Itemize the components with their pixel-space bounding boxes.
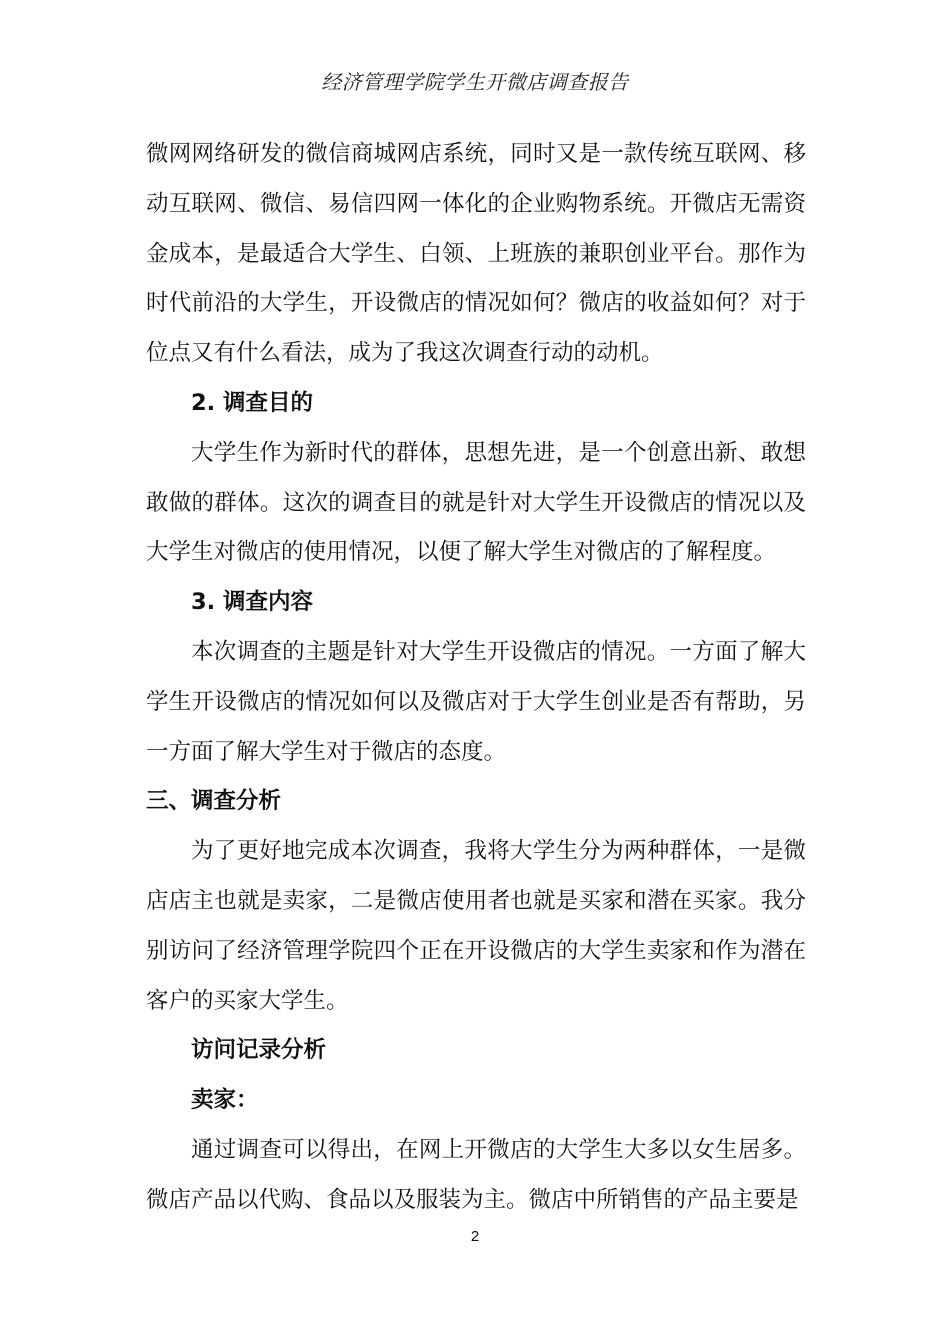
section-heading-content: 3. 调查内容 [191, 589, 314, 616]
page-number: 2 [470, 1228, 480, 1245]
section-heading-purpose: 2. 调查目的 [191, 389, 314, 416]
subheading-interview-record: 访问记录分析 [191, 1037, 327, 1064]
page-header-title: 经济管理学院学生开微店调查报告 [321, 70, 629, 94]
section-heading-analysis: 三、调查分析 [146, 788, 282, 815]
paragraph-seller: 通过调查可以得出，在网上开微店的大学生大多以女生居多。微店产品以代购、食品以及服装为主。微店中所销售的产品主要是 [146, 1136, 806, 1213]
subheading-seller: 卖家： [191, 1087, 259, 1114]
paragraph-content: 本次调查的主题是针对大学生开设微店的情况。一方面了解大学生开设微店的情况如何以及微店对于大学生创业是否有帮助，另一方面了解大学生对于微店的态度。 [146, 638, 806, 765]
document-body [146, 130, 806, 1226]
paragraph-motivation: 微网网络研发的微信商城网店系统，同时又是一款传统互联网、移动互联网、微信、易信四网一体化的企业购物系统。开微店无需资金成本，是最适合大学生、白领、上班族的兼职创业平台。那作为时代前沿的大学生，开设微店的情况如何？微店的收益如何？对于位点又有什么看法，成为了我这次调查行动的动机。 [146, 141, 806, 367]
paragraph-purpose: 大学生作为新时代的群体，思想先进，是一个创意出新、敢想敢做的群体。这次的调查目的就是针对大学生开设微店的情况以及大学生对微店的使用情况，以便了解大学生对微店的了解程度。 [146, 439, 806, 566]
paragraph-analysis: 为了更好地完成本次调查，我将大学生分为两种群体，一是微店店主也就是卖家，二是微店使用者也就是买家和潜在买家。我分别访问了经济管理学院四个正在开设微店的大学生卖家和作为潜在客户的买家大学生。 [146, 838, 806, 1014]
